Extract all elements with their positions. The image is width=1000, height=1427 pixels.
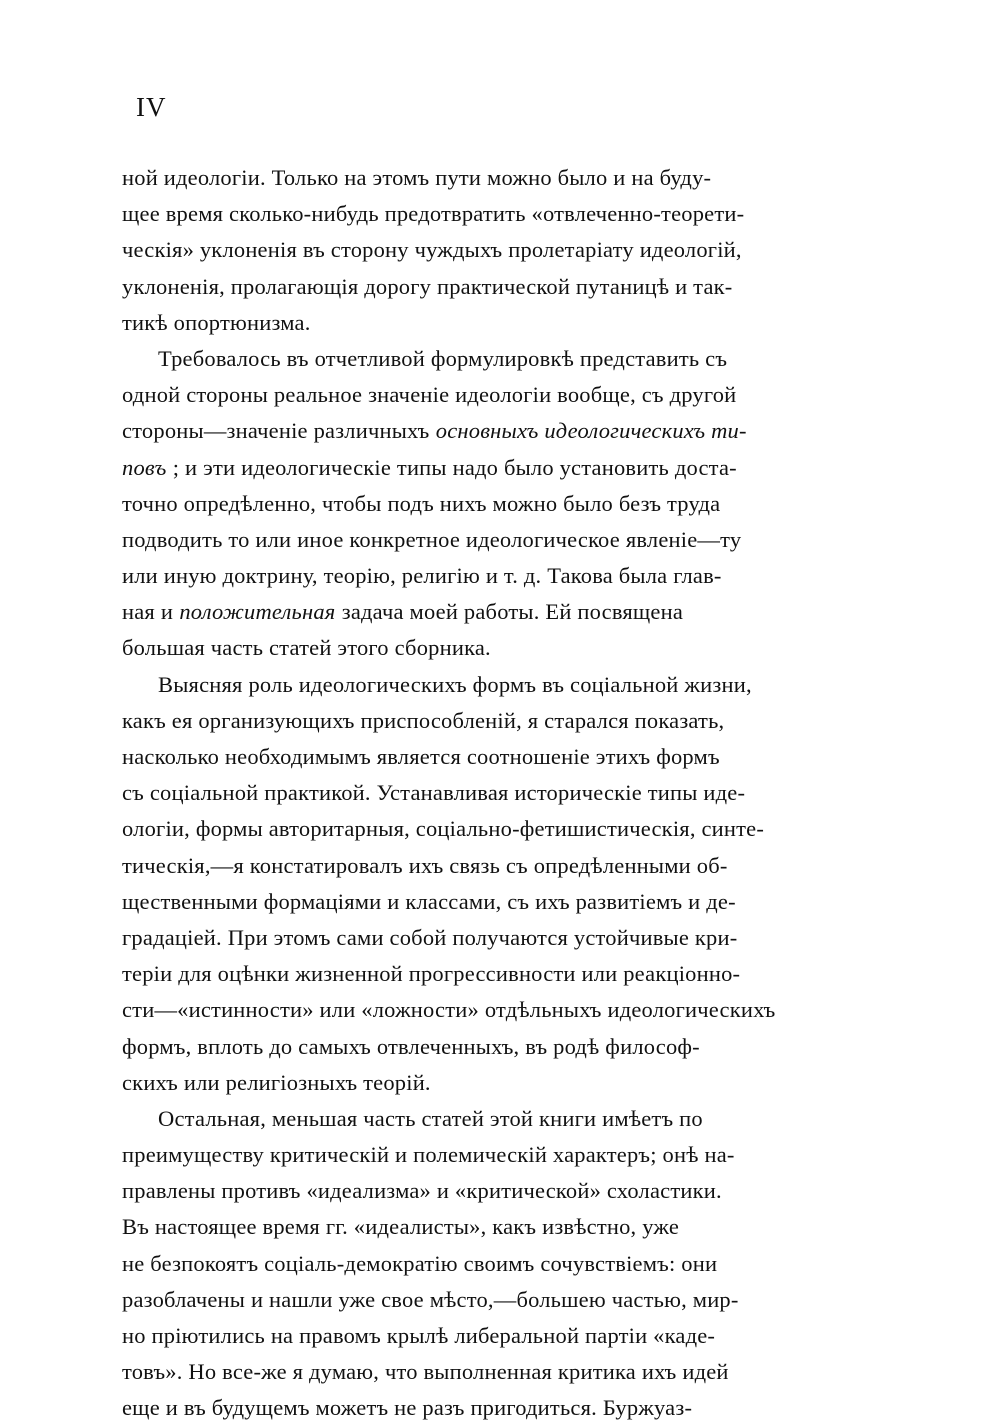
text-segment: товъ». Но все-же я думаю, что выполненная критика ихъ идей: [122, 1359, 729, 1385]
text-segment: еще и въ будущемъ можетъ не разъ пригодиться. Буржуаз-: [122, 1395, 693, 1421]
text-segment: не безпокоятъ соціаль-демократію своимъ сочувствіемъ: они: [122, 1250, 718, 1276]
text-segment: ологіи, формы авторитарныя, соціально-фетишистическія, синте-: [122, 816, 765, 842]
text-line: [122, 1354, 834, 1390]
paragraph: [122, 341, 834, 667]
text-line: [122, 739, 834, 775]
text-line: [122, 956, 834, 992]
text-segment: тическія,—я констатировалъ ихъ связь съ опредѣленными об-: [122, 852, 728, 878]
text-line: [122, 1065, 834, 1101]
text-segment: тикѣ опортюнизма.: [122, 309, 311, 335]
text-line: [122, 413, 834, 449]
text-segment: уклоненія, пролагающія дорогу практической путаницѣ и так-: [122, 273, 733, 299]
text-segment: задача моей работы. Ей посвящена: [341, 599, 684, 625]
italic-text: основныхъ идеологическихъ ти-: [435, 418, 747, 444]
text-segment: точно опредѣленно, чтобы подъ нихъ можно было безъ труда: [122, 490, 721, 516]
text-line: [122, 450, 834, 486]
text-segment: насколько необходимымъ является соотношеніе этихъ формъ: [122, 744, 720, 769]
text-line: [122, 558, 834, 594]
paragraph: [122, 667, 834, 1101]
text-line: [122, 232, 834, 268]
text-line: [122, 703, 834, 739]
text-segment: ная и: [122, 599, 174, 625]
text-line: [122, 848, 834, 884]
text-line: [122, 1246, 834, 1282]
text-line: [122, 196, 834, 232]
text-line: [122, 1029, 834, 1065]
text-segment: стороны—значеніе различныхъ: [122, 418, 430, 444]
text-line: [122, 594, 834, 630]
text-line: [122, 305, 834, 341]
text-line: [122, 992, 834, 1028]
text-line: [122, 884, 834, 920]
text-line: [122, 1209, 834, 1245]
text-segment: Требовалось въ отчетливой формулировкѣ представить съ: [158, 345, 728, 371]
text-segment: ; и эти идеологическіе типы надо было установить доста-: [172, 454, 737, 480]
text-segment: формъ, вплоть до самыхъ отвлеченныхъ, въ родѣ философ-: [122, 1033, 700, 1059]
text-segment: но пріютились на правомъ крылѣ либеральной партіи «каде-: [122, 1323, 716, 1348]
text-segment: Въ настоящее время гг. «идеалисты», какъ извѣстно, уже: [122, 1214, 680, 1240]
text-segment: скихъ или религіозныхъ теорій.: [122, 1069, 431, 1095]
text-line: [122, 775, 834, 811]
paragraph: [122, 1101, 834, 1427]
text-segment: сти—«истинности» или «ложности» отдѣльныхъ идеологическихъ: [122, 997, 776, 1023]
body-text: [122, 160, 834, 1427]
italic-text: повъ: [122, 454, 167, 480]
text-line: [122, 1318, 834, 1354]
text-segment: Остальная, меньшая часть статей этой книги имѣетъ по: [158, 1105, 703, 1131]
text-line: [122, 811, 834, 847]
text-line: [122, 1282, 834, 1318]
text-segment: разоблачены и нашли уже свое мѣсто,—большею частью, мир-: [122, 1286, 739, 1312]
text-segment: преимуществу критическій и полемическій характеръ; онѣ на-: [122, 1142, 735, 1168]
text-segment: градаціей. При этомъ сами собой получаются устойчивые кри-: [122, 924, 738, 950]
text-segment: большая часть статей этого сборника.: [122, 635, 491, 661]
text-segment: или иную доктрину, теорію, религію и т. д. Такова была глав-: [122, 563, 722, 589]
text-line: [122, 667, 834, 703]
text-line: [122, 1137, 834, 1173]
text-segment: подводить то или иное конкретное идеологическое явленіе—ту: [122, 526, 742, 552]
text-line: [122, 160, 834, 196]
text-segment: ной идеологіи. Только на этомъ пути можно было и на буду-: [122, 165, 712, 190]
text-segment: Выясняя роль идеологическихъ формъ въ соціальной жизни,: [158, 671, 752, 697]
text-line: [122, 486, 834, 522]
text-segment: правлены противъ «идеализма» и «критической» схоластики.: [122, 1178, 722, 1204]
text-segment: съ соціальной практикой. Устанавливая историческіе типы иде-: [122, 780, 746, 806]
text-line: [122, 1101, 834, 1137]
page-number: IV: [136, 92, 167, 122]
text-segment: теріи для оцѣнки жизненной прогрессивности или реакціонно-: [122, 961, 741, 987]
text-segment: щественными формаціями и классами, съ ихъ развитіемъ и де-: [122, 888, 736, 914]
italic-text: положительная: [179, 599, 336, 625]
text-segment: ческія» уклоненія въ сторону чуждыхъ пролетаріату идеологій,: [122, 237, 742, 263]
text-line: [122, 1390, 834, 1426]
text-segment: щее время сколько-нибудь предотвратить «отвлеченно-теорети-: [122, 201, 745, 227]
text-line: [122, 920, 834, 956]
text-line: [122, 630, 834, 666]
text-line: [122, 377, 834, 413]
paragraph: [122, 160, 834, 341]
text-segment: одной стороны реальное значеніе идеологіи вообще, съ другой: [122, 382, 737, 408]
text-segment: какъ ея организующихъ приспособленій, я старался показать,: [122, 707, 725, 733]
text-line: [122, 269, 834, 305]
text-line: [122, 341, 834, 377]
text-line: [122, 1173, 834, 1209]
text-line: [122, 522, 834, 558]
